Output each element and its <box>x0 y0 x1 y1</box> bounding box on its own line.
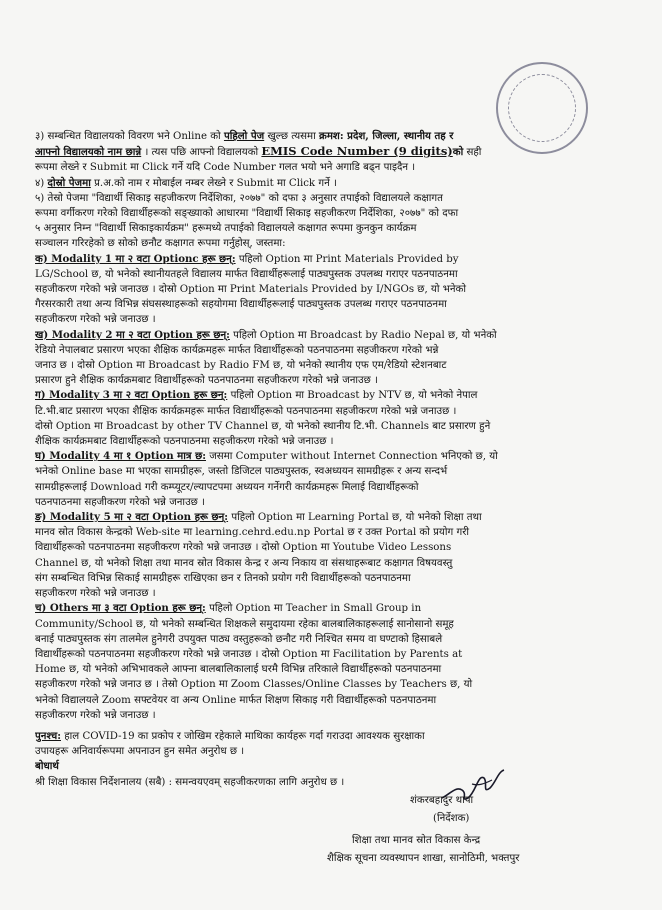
modality-3-text: पहिलो Option मा Broadcast by NTV छ, यो भनेको नेपाल <box>230 390 478 402</box>
modality-2-line-2: रेडियो नेपालबाट प्रसारण भएका शैक्षिक कार्यक्रमहरू मार्फत विद्यार्थीहरूको पठनपाठनमा सहजीकरण गरेको भन्ने <box>35 344 439 356</box>
item-3-ko: को <box>452 146 464 159</box>
others-line-2: Community/School छ, यो भनेको सम्बन्धित शिक्षकले समुदायमा रहेका बालबालिकाहरूलाई सानोसानो समूह <box>35 618 454 630</box>
modality-5-line-1 <box>35 510 631 525</box>
item-3-line-3: रूपमा लेख्ने र Submit मा Click गर्ने यदि Code Number गलत भयो भने अगाडि बढ्न पाइदैन । <box>35 162 416 174</box>
modality-3-heading: ग) Modality 3 मा २ वटा Option हरू छन्: <box>35 389 228 402</box>
modality-4-line-1 <box>35 449 631 464</box>
others-heading: च) Others मा ३ वटा Option हरू छन्: <box>35 602 206 615</box>
bodhartha-line: श्री शिक्षा विकास निर्देशनालय (सबै) : समन्वयएवम् सहजीकरणका लागि अनुरोध छ । <box>35 776 345 788</box>
postscript-line-1 <box>35 729 631 744</box>
item-4-text: प्र.अ.को नाम र मोबाईल नम्बर लेख्ने र Submit मा Click गर्ने । <box>94 177 337 189</box>
item-3-sahi: सही <box>466 147 482 159</box>
others-line-7: भनेको विद्यालयले Zoom सफ्टवेयर वा अन्य Online मार्फत शिक्षण सिकाइ गरी विद्यार्थीहरूको पठनपाठनमा <box>35 694 437 706</box>
modality-1-line-1 <box>35 252 631 267</box>
modality-5-line-6: सहजीकरण गरेको भन्ने जनाउछ । <box>35 588 156 600</box>
item-4-number: ४) <box>35 177 45 189</box>
modality-2-text: पहिलो Option मा Broadcast by Radio Nepal छ, यो भनेको <box>233 329 497 341</box>
modality-1-line-3: सहजीकरण गरेको भन्ने जनाउछ । दोस्रो Option मा Print Materials Provided by I/NGOs छ, यो भनेको <box>35 284 466 296</box>
postscript-line-2: उपायहरू अनिवार्यरूपमा अपनाउन हुन समेत अनुरोध छ । <box>35 746 245 758</box>
modality-3-line-1 <box>35 388 631 403</box>
item-3-line-1 <box>35 129 631 144</box>
others-line-5: Home छ, यो भनेको अभिभावकले आफ्ना बालबालिकालाई घरमै विभिन्न तरिकाले विद्यार्थीहरूको पठनपाठनमा <box>35 664 442 676</box>
item-5-line-2: रूपमा वर्गीकरण गरेको विद्यार्थीहरूको सङ्ख्याको आधारमा "विद्यार्थी सिकाइ सहजीकरण निर्देशिका, २०७७" को दफा <box>35 208 459 220</box>
others-line-4: विद्यार्थीहरूको पठनपाठनमा सहजीकरण गरेको भन्ने जनाउछ । दोस्रो Option मा Facilitation by Parents at <box>35 648 463 660</box>
modality-2-heading: ख) Modality 2 मा २ वटा Option हरू छन्: <box>35 328 230 341</box>
others-text: पहिलो Option मा Teacher in Small Group in <box>209 603 422 615</box>
item-4-line <box>35 176 631 191</box>
item-3-text-3: । त्यस पछि आफ्नो विद्यालयको <box>144 147 259 159</box>
others-line-6: सहजीकरण गरेको भन्ने जनाउ छ । तेस्रो Option मा Zoom Classes/Online Classes by Teachers छ, यो <box>35 679 473 691</box>
item-3-text-2: खुल्छ त्यसमा <box>267 131 316 142</box>
modality-3-line-3: दोस्रो Option मा Broadcast by other TV Channel छ, यो भनेको स्थानीय टि.भी. Channels बाट प्रसारण हुने <box>35 420 491 432</box>
choose-school-name: आफ्नो विद्यालयको नाम छान्ने <box>35 146 142 159</box>
signatory-name: शंकरबहादुर थापा <box>410 795 474 806</box>
modality-3-line-2: टि.भी.बाट प्रसारण भएका शैक्षिक कार्यक्रमहरू मार्फत विद्यार्थीहरूको पठनपाठनमा सहजीकरण गरेको भन्ने जनाउछ । <box>35 405 457 417</box>
item-3-text: ३) सम्बन्धित विद्यालयको विवरण भने Online को <box>35 131 221 142</box>
modality-2-line-1 <box>35 328 631 343</box>
modality-1-heading: क) Modality 1 मा २ वटा Optionc हरू छन्: <box>35 252 236 265</box>
postscript-text: हाल COVID-19 का प्रकोप र जोखिम रहेकाले माथिका कार्यहरू गर्दा गराउदा आवश्यक सुरक्षाका <box>64 730 425 742</box>
modality-4-line-3: सामग्रीहरूलाई Download गरी कम्प्यूटर/ल्यापटपमा अध्ययन गर्नेगरी कार्यक्रमहरू मिलाई विद्यार्थीहरूको <box>35 481 419 493</box>
modality-5-heading: ङ) Modality 5 मा २ वटा Option हरू छन्: <box>35 511 229 524</box>
others-line-3: बनाई पाठ्यपुस्तक संग तालमेल हुनेगरी उपयुक्त पाठ्य वस्तुहरूको छनौट गरी निश्चित समय वा घण्टाको हिसाबले <box>35 633 443 645</box>
modality-3-line-4: शैक्षिक कार्यक्रमबाट विद्यार्थीहरूको पठनपाठनमा सहजीकरण गरेको भन्ने जनाउछ । <box>35 436 334 448</box>
item-5-line-1: ५) तेस्रो पेजमा "विद्यार्थी सिकाइ सहजीकरण निर्देशिका, २०७७" को दफा ३ अनुसार तपाईको विद्यालयले कक्षागत <box>35 192 443 204</box>
first-page-label: पहिलो पेज <box>223 130 265 142</box>
modality-2-line-4: प्रसारण हुने शैक्षिक कार्यक्रमबाट विद्यार्थीहरूको पठनपाठनमा सहजीकरण गरेको भन्ने जनाउछ । <box>35 375 378 387</box>
signatory-org-1: शिक्षा तथा मानव स्रोत विकास केन्द्र <box>352 835 481 846</box>
signatory-title: (निर्देशक) <box>433 813 470 824</box>
letter-body <box>35 129 631 790</box>
modality-4-line-4: पठनपाठनमा सहजीकरण गरेको भन्ने जनाउछ । <box>35 496 205 508</box>
modality-5-line-2: मानव स्रोत विकास केन्द्रको Web-site मा learning.cehrd.edu.np Portal छ र उक्त Portal को प्रयोग गरी <box>35 527 469 539</box>
modality-5-line-4: Channel छ, यो भनेको शिक्षा तथा मानव स्रोत विकास केन्द्र र अन्य निकाय वा संसथाहरूबाट कक्षागत विषयवस्तु <box>35 557 453 569</box>
modality-4-line-2: भनेको Online base मा भएका सामग्रीहरू, जस्तो डिजिटल पाठ्यपुस्तक, स्वअध्ययन सामग्रीहरू र अन्य सन्दर्भ <box>35 466 448 478</box>
modality-1-text: पहिलो Option मा Print Materials Provided by <box>238 253 459 265</box>
modality-5-text: पहिलो Option मा Learning Portal छ, यो भनेको शिक्षा तथा <box>231 512 482 524</box>
item-3-sequence: क्रमश: प्रदेश, जिल्ला, स्थानीय तह र <box>319 130 454 142</box>
modality-1-line-5: सहजीकरण गरेको भन्ने जनाउछ । <box>35 314 156 326</box>
bodhartha-label: बोधार्थ <box>35 760 59 773</box>
item-5-line-4: सञ्चालन गरिरहेको छ सोको छनौट कक्षागत रूपमा गर्नुहोस्, जस्तमा: <box>35 238 286 250</box>
postscript-label: पुनश्च: <box>35 729 61 742</box>
modality-4-heading: घ) Modality 4 मा १ Option मात्र छ: <box>35 450 206 463</box>
others-line-8: सहजीकरण गरेको भन्ने जनाउछ । <box>35 709 156 721</box>
modality-2-line-3: जनाउ छ । दोस्रो Option मा Broadcast by Radio FM छ, यो भनेको स्थानीय एफ एम/रेडियो स्टेशनबाट <box>35 360 447 372</box>
item-5-line-3: ५ अनुसार निम्न "विद्यार्थी सिकाइकार्यक्रम" हरूमध्ये तपाईको विद्यालयले कक्षागत रूपमा कुनकुन कार्यक्रम <box>35 223 417 235</box>
item-3-line-2 <box>35 144 631 160</box>
signatory-org-2: शैक्षिक सूचना व्यवस्थापन शाखा, सानोठिमी, भक्तपुर <box>327 853 520 864</box>
modality-1-line-4: गैरसरकारी तथा अन्य विभिन्न संघसस्थाहरूको सहयोगमा विद्यार्थीहरूलाई पाठ्यपुस्तक उपलब्ध गराएर पठनपाठनमा <box>35 299 447 311</box>
second-page-label: दोस्रो पेजमा <box>47 176 91 189</box>
modality-1-line-2: LG/School छ, यो भनेको स्थानीयतहले विद्यालय मार्फत विद्यार्थीहरूलाई पाठ्यपुस्तक उपलब्ध गराएर पठनपाठनमा <box>35 268 458 280</box>
modality-5-line-3: विद्यार्थीहरूको पठनपाठनमा सहजीकरण गरेको भन्ने जनाउछ । दोस्रो Option मा Youtube Video Lessons <box>35 542 452 554</box>
modality-4-text: जसमा Computer without Internet Connection भनिएको छ, यो <box>209 451 498 463</box>
others-line-1 <box>35 601 631 616</box>
modality-5-line-5: संग सम्बन्धित विभिन्न सिकाई सामग्रीहरू राखिएका छन र तिनको प्रयोग गरी विद्यार्थीहरूको पठनपाठनमा <box>35 572 411 584</box>
emis-code-label: EMIS Code Number (9 digits) <box>261 144 453 159</box>
